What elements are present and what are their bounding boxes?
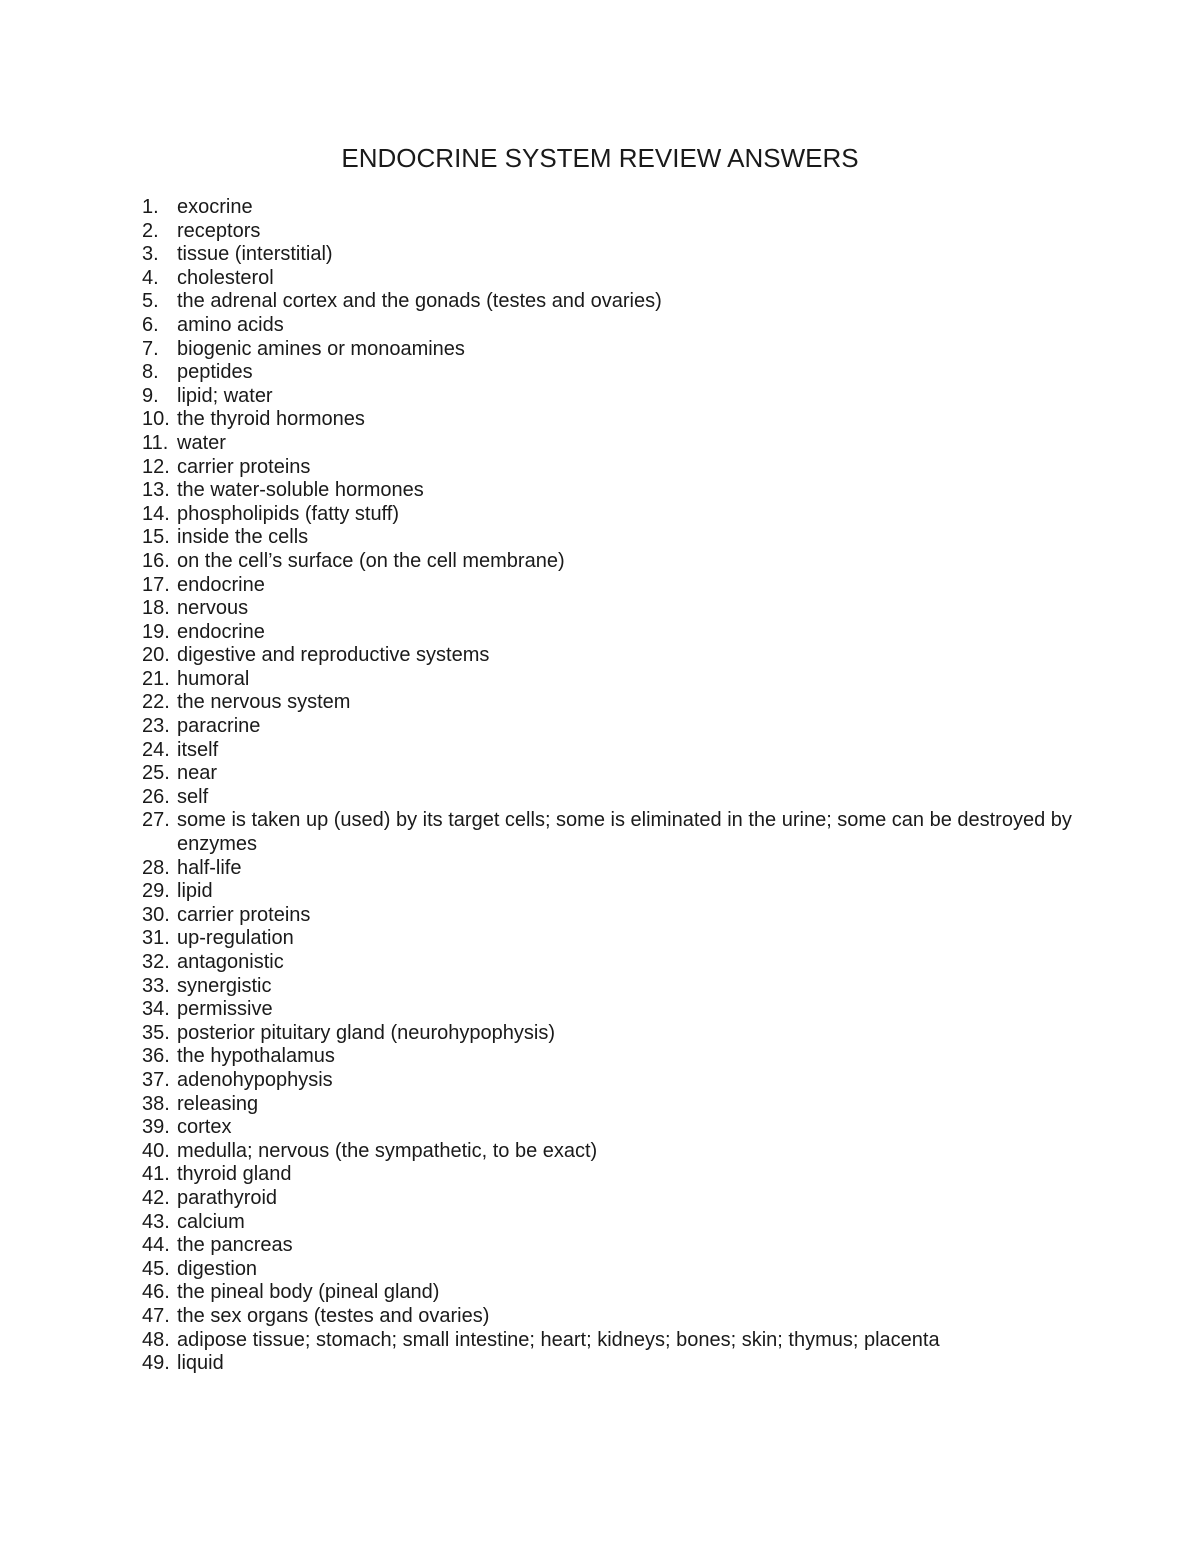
answer-item <box>142 715 1072 739</box>
answer-text: endocrine <box>177 620 265 643</box>
answer-number: 38. <box>142 1092 170 1115</box>
answer-item <box>142 432 1072 456</box>
answer-text: half-life <box>177 856 242 879</box>
answer-item <box>142 998 1072 1022</box>
answer-item <box>142 951 1072 975</box>
answer-number: 5. <box>142 290 159 313</box>
answer-text: up-regulation <box>177 927 294 950</box>
answer-text: digestion <box>177 1257 258 1280</box>
answer-item <box>142 385 1072 409</box>
answer-item <box>142 479 1072 503</box>
answer-text: carrier proteins <box>177 455 311 478</box>
answer-text: inside the cells <box>177 526 309 549</box>
answer-text: the hypothalamus <box>177 1045 335 1068</box>
answer-number: 26. <box>142 785 170 808</box>
answer-text: phospholipids (fatty stuff) <box>177 502 399 525</box>
answer-item <box>142 1140 1072 1164</box>
answer-text: peptides <box>177 361 253 384</box>
answer-item <box>142 927 1072 951</box>
answer-number: 25. <box>142 762 170 785</box>
answer-number: 18. <box>142 597 170 620</box>
answer-number: 48. <box>142 1328 170 1351</box>
answer-text: the nervous system <box>177 691 351 714</box>
answer-text: permissive <box>177 998 273 1021</box>
answer-item <box>142 1329 1072 1353</box>
answer-text: parathyroid <box>177 1186 278 1209</box>
answer-number: 16. <box>142 549 170 572</box>
answer-item <box>142 1093 1072 1117</box>
answer-item <box>142 786 1072 810</box>
answer-text: tissue (interstitial) <box>177 243 333 266</box>
answer-number: 19. <box>142 620 170 643</box>
answer-item <box>142 1045 1072 1069</box>
answer-text: adipose tissue; stomach; small intestine; heart; kidneys; bones; skin; thymus; placenta <box>177 1328 940 1351</box>
answer-text: near <box>177 762 218 785</box>
answer-item <box>142 621 1072 645</box>
answer-item <box>142 1163 1072 1187</box>
answer-item <box>142 361 1072 385</box>
answer-text: endocrine <box>177 573 265 596</box>
answer-number: 1. <box>142 196 159 218</box>
answer-item <box>142 880 1072 904</box>
answer-number: 6. <box>142 313 159 336</box>
answer-text: adenohypophysis <box>177 1068 333 1091</box>
answer-text: some is taken up (used) by its target cells; some is eliminated in the urine; some can be destroyed by enzymes <box>177 809 1072 856</box>
answer-number: 28. <box>142 856 170 879</box>
answer-text: humoral <box>177 667 250 690</box>
answer-item <box>142 739 1072 763</box>
answer-text: medulla; nervous (the sympathetic, to be exact) <box>177 1139 598 1162</box>
answer-number: 29. <box>142 880 170 903</box>
answer-number: 4. <box>142 266 159 289</box>
answer-number: 31. <box>142 927 170 950</box>
answer-number: 7. <box>142 337 159 360</box>
answer-number: 17. <box>142 573 170 596</box>
answer-item <box>142 1258 1072 1282</box>
answer-number: 49. <box>142 1352 170 1375</box>
page-title: ENDOCRINE SYSTEM REVIEW ANSWERS <box>341 143 859 173</box>
answer-text: lipid; water <box>177 384 273 407</box>
answer-item <box>142 338 1072 362</box>
answer-text: the sex organs (testes and ovaries) <box>177 1304 490 1327</box>
answer-number: 44. <box>142 1234 170 1257</box>
answer-text: amino acids <box>177 313 284 336</box>
answer-item <box>142 809 1072 856</box>
answer-text: exocrine <box>177 196 253 218</box>
answer-item <box>142 456 1072 480</box>
answer-item <box>142 1116 1072 1140</box>
answer-item <box>142 975 1072 999</box>
answer-text: lipid <box>177 880 213 903</box>
answer-number: 45. <box>142 1257 170 1280</box>
answer-number: 33. <box>142 974 170 997</box>
answer-text: the water-soluble hormones <box>177 479 424 502</box>
answer-text: antagonistic <box>177 951 284 973</box>
answer-number: 41. <box>142 1163 170 1186</box>
answer-text: posterior pituitary gland (neurohypophysis) <box>177 1021 555 1044</box>
answer-text: water <box>177 431 226 454</box>
answer-number: 2. <box>142 219 159 242</box>
answer-item <box>142 574 1072 598</box>
answer-number: 12. <box>142 455 170 478</box>
answer-item <box>142 267 1072 291</box>
answer-text: cortex <box>177 1116 232 1139</box>
answer-number: 34. <box>142 998 170 1021</box>
answer-number: 14. <box>142 502 170 525</box>
answer-item <box>142 243 1072 267</box>
answer-text: synergistic <box>177 974 272 997</box>
answer-item <box>142 526 1072 550</box>
answer-item <box>142 857 1072 881</box>
answer-text: self <box>177 785 209 808</box>
answer-text: the adrenal cortex and the gonads (testes and ovaries) <box>177 290 662 313</box>
answer-number: 21. <box>142 667 170 690</box>
answer-text: biogenic amines or monoamines <box>177 337 465 360</box>
answer-item <box>142 290 1072 314</box>
answer-number: 15. <box>142 526 170 549</box>
answer-number: 42. <box>142 1186 170 1209</box>
answer-number: 27. <box>142 809 170 832</box>
answer-text: digestive and reproductive systems <box>177 644 490 667</box>
answer-text: thyroid gland <box>177 1163 292 1186</box>
answer-item <box>142 1234 1072 1258</box>
answer-number: 10. <box>142 408 170 431</box>
answer-text: the pineal body (pineal gland) <box>177 1281 440 1304</box>
answer-number: 37. <box>142 1068 170 1091</box>
answer-item <box>142 220 1072 244</box>
answer-item <box>142 668 1072 692</box>
answer-item <box>142 1211 1072 1235</box>
answer-text: on the cell’s surface (on the cell membrane) <box>177 549 565 572</box>
answer-text: itself <box>177 738 219 761</box>
answer-number: 40. <box>142 1139 170 1162</box>
answer-text: the pancreas <box>177 1234 293 1257</box>
answer-item <box>142 1281 1072 1305</box>
answer-item <box>142 196 1072 220</box>
answer-item <box>142 408 1072 432</box>
answer-number: 47. <box>142 1304 170 1327</box>
answer-number: 22. <box>142 691 170 714</box>
answer-item <box>142 1305 1072 1329</box>
answer-number: 8. <box>142 361 159 384</box>
answer-item <box>142 691 1072 715</box>
answer-item <box>142 550 1072 574</box>
answer-item <box>142 904 1072 928</box>
answer-item <box>142 314 1072 338</box>
answer-number: 30. <box>142 903 170 926</box>
answer-item <box>142 762 1072 786</box>
answer-text: receptors <box>177 219 261 242</box>
answer-text: nervous <box>177 597 249 620</box>
answer-text: carrier proteins <box>177 903 311 926</box>
answer-number: 35. <box>142 1021 170 1044</box>
answer-item <box>142 1187 1072 1211</box>
answer-number: 3. <box>142 243 159 266</box>
answer-number: 36. <box>142 1045 170 1068</box>
answer-number: 23. <box>142 715 170 738</box>
answer-text: liquid <box>177 1352 224 1375</box>
answer-item <box>142 1022 1072 1046</box>
answer-item <box>142 644 1072 668</box>
answer-number: 43. <box>142 1210 170 1233</box>
answer-text: the thyroid hormones <box>177 408 365 431</box>
answer-text: cholesterol <box>177 266 274 289</box>
answer-number: 9. <box>142 384 159 407</box>
answer-item <box>142 1069 1072 1093</box>
answer-number: 20. <box>142 644 170 667</box>
answer-number: 24. <box>142 738 170 761</box>
answer-text: releasing <box>177 1092 259 1115</box>
answer-number: 11. <box>142 431 169 454</box>
answer-number: 13. <box>142 479 170 502</box>
answer-number: 46. <box>142 1281 170 1304</box>
answer-item <box>142 1352 1072 1376</box>
answer-item <box>142 597 1072 621</box>
answer-number: 39. <box>142 1116 170 1139</box>
answer-text: paracrine <box>177 715 261 738</box>
answer-item <box>142 503 1072 527</box>
answer-list <box>142 196 1072 1376</box>
answer-number: 32. <box>142 951 170 973</box>
answer-text: calcium <box>177 1210 245 1233</box>
